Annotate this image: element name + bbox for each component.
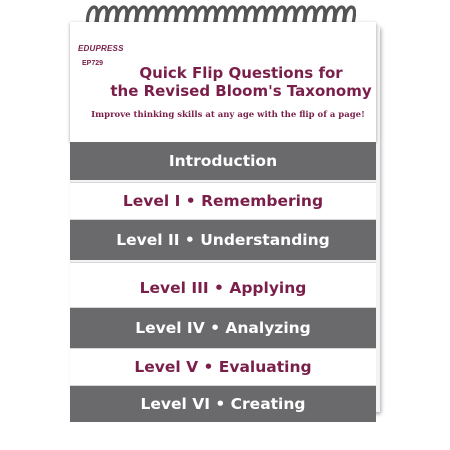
tab-level-2-understanding[interactable]: Level II • Understanding [70,220,376,260]
tab-level-1-remembering[interactable]: Level I • Remembering [70,182,376,220]
tab-level-3-applying[interactable]: Level III • Applying [70,262,376,308]
cover-title-line-1: Quick Flip Questions for [139,64,343,82]
tab-level-4-analyzing[interactable]: Level IV • Analyzing [70,308,376,348]
tab-introduction[interactable]: Introduction [70,142,376,180]
cover-card [70,22,376,142]
cover-title-line-2: the Revised Bloom's Taxonomy [110,82,372,100]
tab-level-6-creating[interactable]: Level VI • Creating [70,386,376,422]
edupress-logo [76,44,134,58]
product-code: EP729 [82,60,104,67]
tab-level-5-evaluating[interactable]: Level V • Evaluating [70,348,376,386]
logo-text: EDUPRESS [78,44,124,53]
cover-subtitle: Improve thinking skills at any age with the flip of a page! [91,110,365,120]
cover-title [110,64,372,100]
